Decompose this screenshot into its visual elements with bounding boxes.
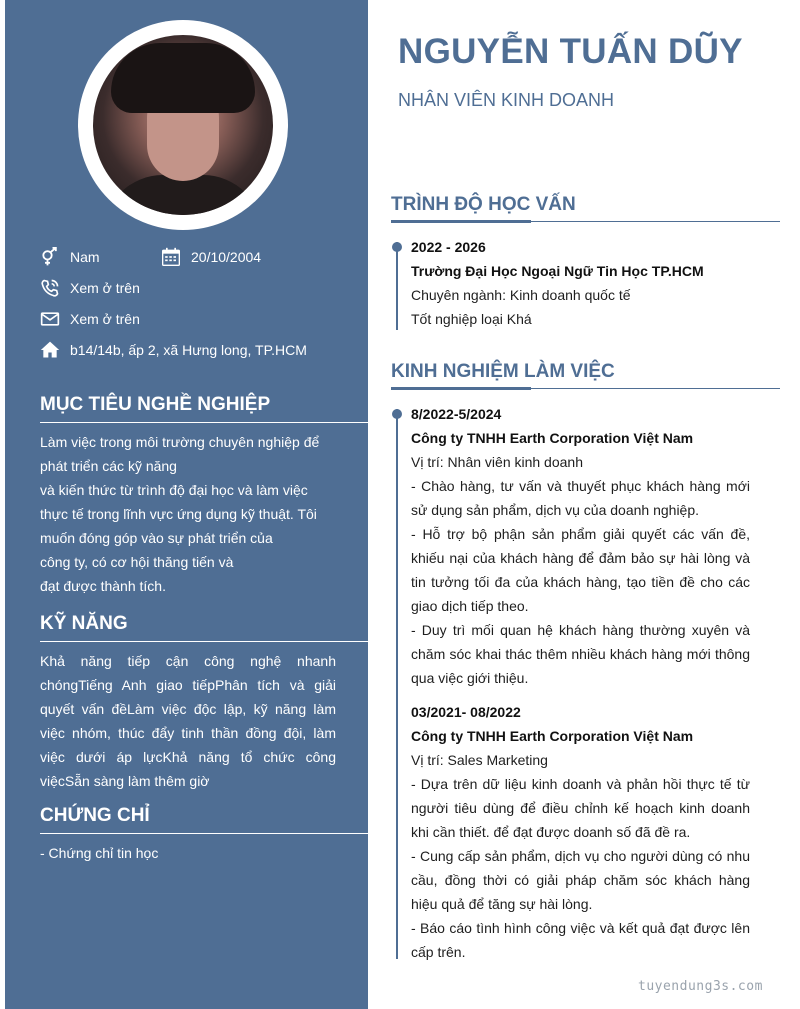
job-period: 03/2021- 08/2022 (411, 704, 521, 720)
gender-icon (39, 246, 61, 268)
job-period: 8/2022-5/2024 (411, 406, 502, 422)
education-heading (391, 194, 780, 220)
objective-line: công ty, có cơ hội thăng tiến và (40, 554, 234, 570)
experience-heading (391, 361, 780, 387)
experience-timeline (396, 409, 398, 959)
education-major: Chuyên ngành: Kinh doanh quốc tế (411, 287, 631, 303)
job-company: Công ty TNHH Earth Corporation Việt Nam (411, 728, 694, 744)
address-row (39, 339, 307, 361)
email-icon (39, 308, 61, 330)
calendar-icon (160, 246, 182, 268)
candidate-name: NGUYỄN TUẤN DŨY (398, 32, 743, 71)
education-entry (411, 235, 750, 331)
job-duty: - Hỗ trợ bộ phận sản phẩm giải quyết các vấn đề, khiếu nại của khách hàng để đảm bảo sự hài lòng và tin tưởng tối đa của khách hàng, tạo tiền đề cho các giao dịch tiếp theo. (411, 526, 750, 614)
job-position: Vị trí: Nhân viên kinh doanh (411, 454, 583, 470)
job-position: Vị trí: Sales Marketing (411, 752, 548, 768)
gender-value: Nam (70, 249, 100, 265)
job-duty: - Dựa trên dữ liệu kinh doanh và phản hồi thực tế từ người tiêu dùng để điều chỉnh kế hoạch kinh doanh khi cần thiết. để đạt được doanh số đã đề ra. (411, 776, 750, 840)
objective-line: và kiến thức từ trình độ đại học và làm việc (40, 482, 308, 498)
phone-row (39, 277, 140, 299)
objective-line: muốn đóng góp vào sự phát triển của (40, 530, 273, 546)
certificate-item: - Chứng chỉ tin học (40, 845, 159, 861)
address-value: b14/14b, ấp 2, xã Hưng long, TP.HCM (70, 342, 307, 358)
education-school: Trường Đại Học Ngoại Ngữ Tin Học TP.HCM (411, 263, 704, 279)
objective-line: đạt được thành tích. (40, 578, 166, 594)
objective-text (40, 430, 336, 598)
education-timeline (396, 242, 398, 330)
job-duty: - Cung cấp sản phẩm, dịch vụ cho người dùng có nhu cầu, đồng thời có giải pháp chăm sóc khách hàng hiệu quả để tăng sự hài lòng. (411, 848, 750, 912)
job-title: NHÂN VIÊN KINH DOANH (398, 90, 615, 110)
job-duty: - Duy trì mối quan hệ khách hàng thường xuyên và chăm sóc khai thác thêm nhiều khách hàng mới thông qua việc giới thiệu. (411, 622, 750, 686)
objective-line: Làm việc trong môi trường chuyên nghiệp để (40, 434, 320, 450)
objective-heading: MỤC TIÊU NGHỀ NGHIỆP (40, 394, 368, 423)
certificates-heading: CHỨNG CHỈ (40, 805, 368, 834)
skills-heading: KỸ NĂNG (40, 613, 368, 642)
education-period: 2022 - 2026 (411, 239, 486, 255)
heading-divider-accent (391, 220, 531, 223)
phone-icon (39, 277, 61, 299)
education-grade: Tốt nghiệp loại Khá (411, 311, 532, 327)
birthdate-row (160, 246, 261, 268)
phone-value: Xem ở trên (70, 280, 140, 296)
skills-text: Khả năng tiếp cận công nghệ nhanh chóngTiếng Anh giao tiếpPhân tích và giải quyết vấn đềLàm việc độc lập, kỹ năng làm việc nhóm, thúc đẩy tinh thần đồng đội, làm việc dưới áp lựcKhả năng tổ chức công việcSẵn sàng làm thêm giờ (40, 653, 336, 789)
watermark: tuyendung3s.com (638, 979, 763, 994)
avatar (93, 35, 273, 215)
job-duty: - Chào hàng, tư vấn và thuyết phục khách hàng mới sử dụng sản phẩm, dịch vụ của doanh nghiệp. (411, 478, 750, 518)
job-duty: - Báo cáo tình hình công việc và kết quả đạt được lên cấp trên. (411, 920, 750, 960)
email-value: Xem ở trên (70, 311, 140, 327)
timeline-dot (392, 242, 402, 252)
experience-entry (411, 700, 750, 964)
objective-line: thực tế trong lĩnh vực ứng dụng kỹ thuật. Tôi (40, 506, 317, 522)
experience-heading-label: KINH NGHIỆM LÀM VIỆC (391, 361, 615, 382)
avatar-frame (78, 20, 288, 230)
birthdate-value: 20/10/2004 (191, 249, 262, 265)
gender-row (39, 246, 100, 268)
sidebar (5, 0, 368, 1009)
objective-line: phát triển các kỹ năng (40, 458, 177, 474)
heading-divider-accent (391, 387, 531, 390)
home-icon (39, 339, 61, 361)
experience-entry (411, 402, 750, 690)
timeline-dot (392, 409, 402, 419)
email-row (39, 308, 140, 330)
education-heading-label: TRÌNH ĐỘ HỌC VẤN (391, 194, 576, 215)
job-company: Công ty TNHH Earth Corporation Việt Nam (411, 430, 694, 446)
